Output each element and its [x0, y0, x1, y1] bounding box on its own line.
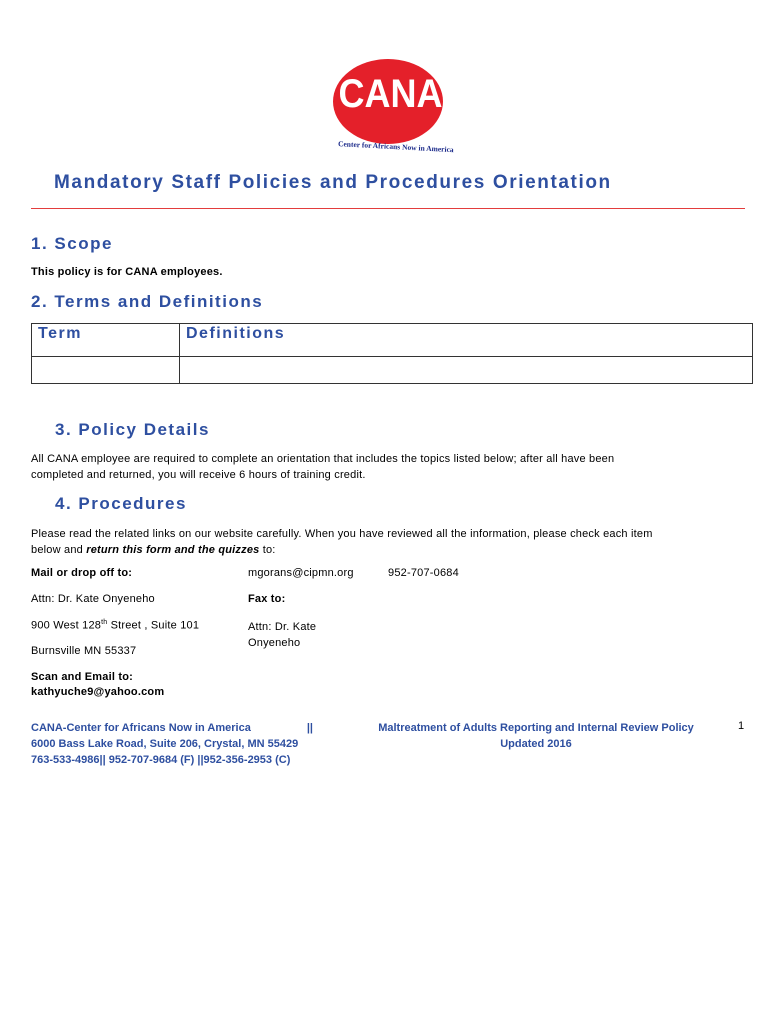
- fax-attn-line: Attn: Dr. Kate: [248, 621, 317, 633]
- policy-body-line: completed and returned, you will receive 6 hours of training credit.: [31, 469, 366, 481]
- cana-logo: [330, 56, 454, 156]
- procedures-body-line: [31, 542, 731, 558]
- section-procedures-heading: 4. Procedures: [55, 494, 187, 513]
- page-number: 1: [738, 720, 745, 732]
- procedures-body-line: Please read the related links on our website carefully. When you have reviewed all the information, please check each item: [31, 528, 653, 540]
- document-title: Mandatory Staff Policies and Procedures Orientation: [54, 172, 612, 193]
- contact-email[interactable]: mgorans@cipmn.org: [248, 567, 354, 579]
- term-column-header: Term: [32, 324, 180, 357]
- footer-policy: Maltreatment of Adults Reporting and Internal Review Policy: [378, 722, 694, 734]
- title-divider: [31, 208, 745, 209]
- street-text: 900 West 128: [31, 619, 102, 632]
- footer-org: CANA-Center for Africans Now in America: [31, 722, 251, 734]
- footer-org-line: [31, 720, 313, 736]
- logo-text: CANA: [338, 72, 443, 116]
- procedures-emphasis: return this form and the quizzes: [86, 544, 260, 556]
- policy-body: [31, 451, 731, 483]
- section-terms-heading: 2. Terms and Definitions: [31, 292, 264, 311]
- footer-separator: ||: [306, 722, 313, 734]
- terms-table-header-row: [32, 324, 753, 357]
- table-row: [32, 357, 753, 384]
- procedures-body: [31, 526, 731, 558]
- terms-table: [31, 323, 753, 384]
- scope-body: This policy is for CANA employees.: [31, 266, 223, 278]
- mail-label: Mail or drop off to:: [31, 567, 133, 579]
- section-policy-heading: 3. Policy Details: [55, 420, 210, 439]
- fax-attn-line: Onyeneho: [248, 637, 301, 649]
- fax-attn: [248, 619, 316, 651]
- term-cell[interactable]: [32, 357, 180, 384]
- street-ordinal: th: [101, 619, 108, 626]
- scan-email[interactable]: kathyuche9@yahoo.com: [31, 686, 165, 698]
- section-scope-heading: 1. Scope: [31, 234, 113, 253]
- contact-phone: 952-707-0684: [388, 567, 459, 579]
- scan-label: Scan and Email to:: [31, 671, 134, 683]
- procedures-text: to:: [259, 544, 276, 556]
- fax-label: Fax to:: [248, 593, 286, 605]
- definition-cell[interactable]: [180, 357, 753, 384]
- city-state-zip: Burnsville MN 55337: [31, 645, 137, 657]
- footer-right: [360, 720, 712, 752]
- street-text: Street , Suite 101: [107, 619, 200, 632]
- footer-phones: 763-533-4986|| 952-707-9684 (F) ||952-356-2953 (C): [31, 754, 291, 766]
- footer-updated: Updated 2016: [500, 738, 572, 750]
- procedures-text: below and: [31, 544, 87, 556]
- footer-left: [31, 720, 313, 768]
- definitions-column-header: Definitions: [180, 324, 753, 357]
- attn-name: Attn: Dr. Kate Onyeneho: [31, 593, 155, 605]
- logo-tagline: Center for Africans Now in America: [337, 139, 454, 155]
- street-address: [31, 619, 199, 632]
- footer-address: 6000 Bass Lake Road, Suite 206, Crystal, MN 55429: [31, 738, 299, 750]
- policy-body-line: All CANA employee are required to complete an orientation that includes the topics listed below; after all have been: [31, 453, 615, 465]
